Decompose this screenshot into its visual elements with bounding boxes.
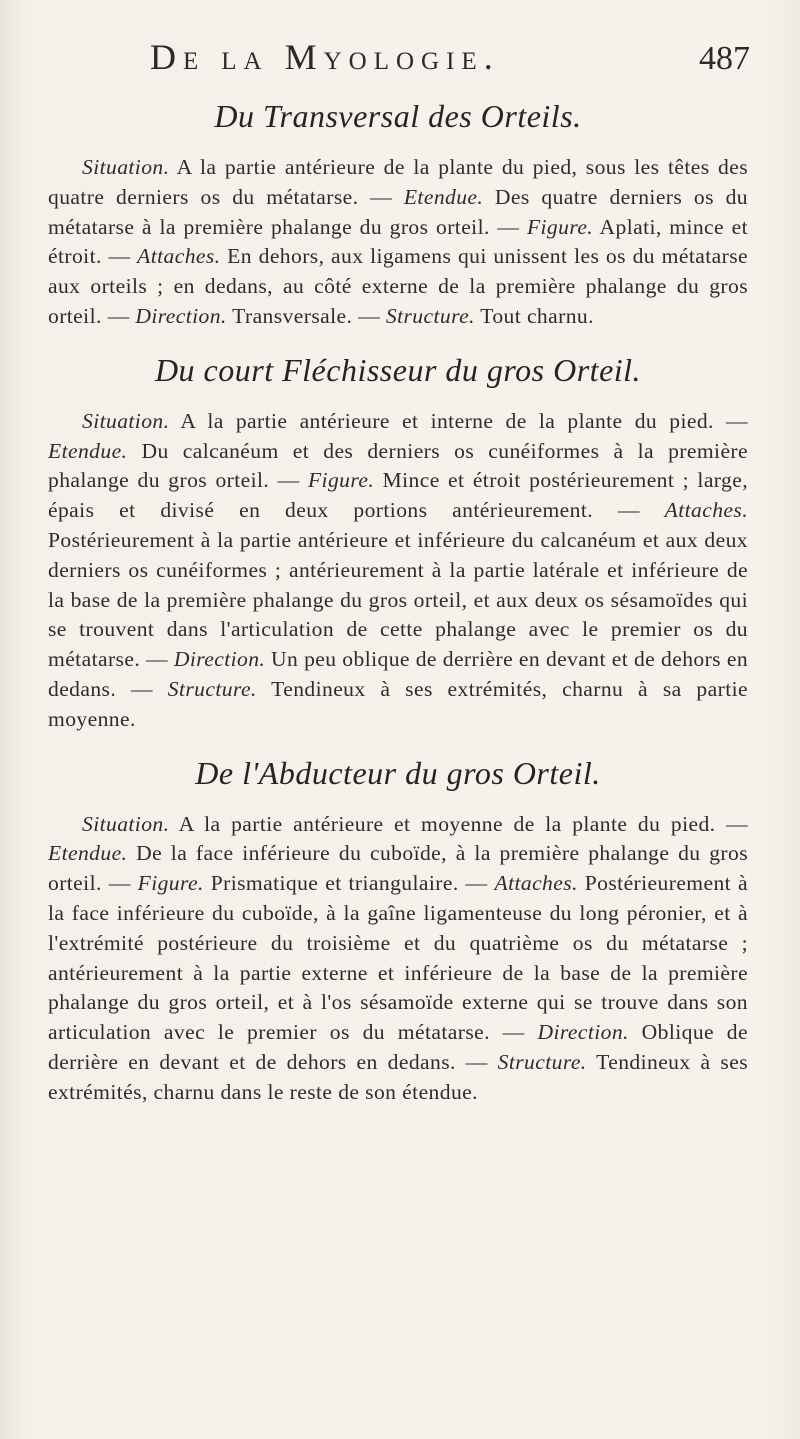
text-situation: A la partie antérieure et moyenne de la plante du pied. — (169, 811, 748, 836)
label-direction: Direction. (173, 647, 266, 672)
section-paragraph-abducteur (48, 810, 748, 1108)
running-title: De la Myologie. (150, 37, 500, 77)
text-structure: Tout charnu. (474, 303, 594, 328)
label-attaches: Attaches. (494, 871, 578, 896)
text-etendue: Du calcanéum et des derniers os cunéiformes à la première phalange du gros orteil. — (48, 438, 748, 493)
section-title-transversal: Du Transversal des Orteils. (214, 98, 582, 134)
text-structure: Tendineux à ses extrémités, charnu dans le reste de son étendue. (48, 1049, 748, 1104)
text-attaches: Postérieurement à la partie antérieure et inférieure du calcanéum et aux deux derniers os cunéiformes ; antérieurement à la partie latérale et inférieure de la base de la première phalange du gros orteil, et aux deux os sésamoïdes qui se trouvent dans l'articulation de cette phalange avec le premier os du métatarse. — (48, 527, 748, 672)
label-figure: Figure. (526, 214, 594, 239)
label-etendue: Etendue. (403, 184, 484, 209)
label-situation: Situation. (82, 811, 170, 836)
label-situation: Situation. (82, 155, 170, 179)
text-structure: Tendineux à ses extrémités, charnu à sa partie moyenne. (48, 676, 748, 731)
label-direction: Direction. (537, 1020, 629, 1045)
running-head (150, 36, 750, 86)
label-structure: Structure. (497, 1049, 587, 1074)
text-direction: Oblique de derrière en devant et de dehors en dedans. — (48, 1020, 748, 1074)
text-situation: A la partie antérieure et interne de la plante du pied. — (169, 408, 748, 433)
text-attaches: En dehors, aux ligamens qui unissent les os du métatarse aux orteils ; en dedans, au côté externe de la première phalange du gros orteil. — (48, 244, 748, 328)
text-figure: Mince et étroit postérieurement ; large, épais et divisé en deux portions antérieurement. — (48, 468, 748, 523)
text-situation: A la partie antérieure de la plante du pied, sous les têtes des quatre derniers os du métatarse. — (48, 155, 748, 209)
section-paragraph-court-flechisseur (48, 407, 748, 735)
label-situation: Situation. (82, 408, 170, 433)
section-title-court-flechisseur: Du court Fléchisseur du gros Orteil. (154, 351, 642, 388)
section-paragraph-transversal (48, 153, 748, 332)
text-figure: Prismatique et triangulaire. — (203, 871, 495, 896)
label-direction: Direction. (135, 303, 227, 328)
section-title-abducteur: De l'Abducteur du gros Orteil. (195, 754, 601, 791)
label-structure: Structure. (167, 676, 257, 701)
label-figure: Figure. (307, 468, 375, 493)
label-structure: Structure. (385, 303, 475, 328)
label-etendue: Etendue. (48, 841, 128, 866)
text-attaches: Postérieurement à la face inférieure du cuboïde, à la gaîne ligamenteuse du long péronier, et à l'extrémité postérieure du troisième et du quatrième os du métatarse ; antérieurement à la partie externe et inférieure de la base de la première phalange du gros orteil, et à l'os sésamoïde externe qui se trouve dans son articulation avec le premier os du métatarse. — (48, 871, 748, 1045)
page-body (48, 98, 748, 1128)
text-etendue: Des quatre derniers os du métatarse à la première phalange du gros orteil. — (48, 184, 748, 239)
label-figure: Figure. (137, 871, 204, 896)
text-figure: Aplati, mince et étroit. — (48, 214, 748, 269)
text-direction: Un peu oblique de derrière en devant et de dehors en dedans. — (48, 647, 749, 701)
text-direction: Transversale. — (226, 303, 386, 328)
label-etendue: Etendue. (48, 438, 128, 463)
text-etendue: De la face inférieure du cuboïde, à la première phalange du gros orteil. — (48, 841, 748, 896)
label-attaches: Attaches. (137, 244, 221, 269)
label-attaches: Attaches. (664, 498, 748, 523)
page-number: 487 (699, 40, 750, 77)
